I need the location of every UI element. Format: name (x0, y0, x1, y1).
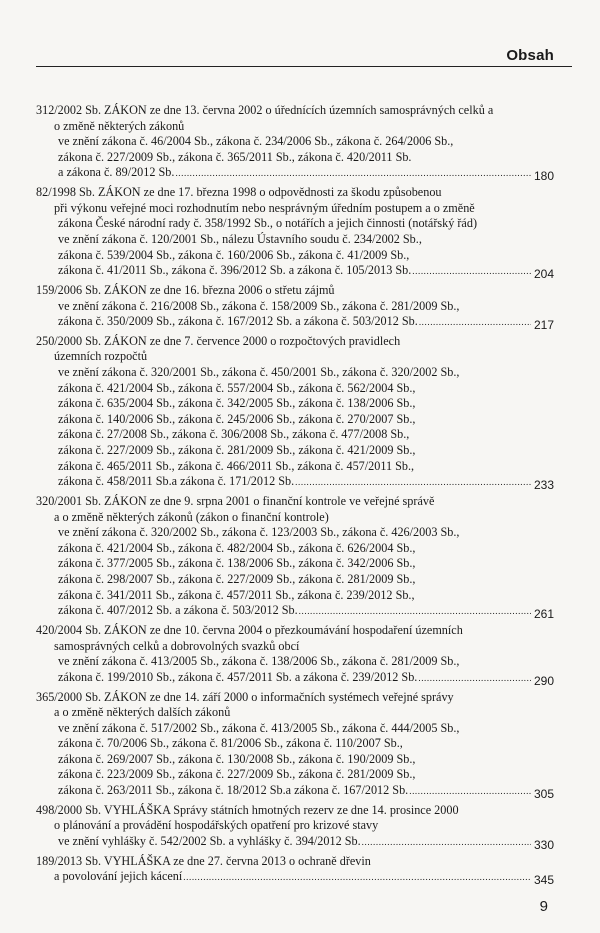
toc-entry-text: zákona č. 298/2007 Sb., zákona č. 227/2009 Sb., zákona č. 281/2009 Sb., (58, 571, 416, 586)
leader-dots (409, 784, 531, 800)
toc-entry-last-line (36, 869, 554, 886)
toc-entry-last-line (36, 670, 554, 687)
leader-dots (412, 264, 531, 280)
toc-page-number: 217 (533, 318, 554, 331)
toc-entry-text: 159/2006 Sb. ZÁKON ze dne 16. března 2006 o střetu zájmů (36, 282, 335, 297)
toc-entry-text: zákona č. 263/2011 Sb., zákona č. 18/2012 Sb.a zákona č. 167/2012 Sb. (58, 783, 409, 798)
toc-entry[interactable] (36, 283, 554, 331)
toc-entry-last-line (36, 474, 554, 491)
toc-entry[interactable] (36, 623, 554, 686)
page-number: 9 (539, 898, 548, 915)
toc-entry-text: zákona č. 227/2009 Sb., zákona č. 281/2009 Sb., zákona č. 421/2009 Sb., (58, 443, 416, 458)
toc-entry-text: 312/2002 Sb. ZÁKON ze dne 13. června 2002 o úřednících územních samosprávných celků a (36, 103, 494, 117)
toc-entry-text: zákona č. 407/2012 Sb. a zákona č. 503/2012 Sb. (58, 603, 298, 618)
leader-dots (183, 870, 531, 886)
toc-page-number: 204 (533, 267, 554, 280)
leader-dots (419, 315, 531, 331)
leader-dots (418, 671, 531, 687)
toc-entry-text: zákona č. 199/2010 Sb., zákona č. 457/2011 Sb. a zákona č. 239/2012 Sb. (58, 669, 418, 684)
toc-entry-text: zákona č. 377/2005 Sb., zákona č. 138/2006 Sb., zákona č. 342/2006 Sb., (58, 556, 416, 571)
toc-entry-text: o plánování a provádění hospodářských opatření pro krizové stavy (54, 818, 379, 833)
toc-entry-text: zákona č. 140/2006 Sb., zákona č. 245/2006 Sb., zákona č. 270/2007 Sb., (58, 411, 416, 426)
toc-entry-text: 189/2013 Sb. VYHLÁŠKA ze dne 27. června 2013 o ochraně dřevin (36, 853, 371, 868)
toc-entry-last-line (36, 165, 554, 182)
toc-entry[interactable] (36, 854, 554, 886)
toc-entry-text: ve znění zákona č. 320/2001 Sb., zákona č. 450/2001 Sb., zákona č. 320/2002 Sb., (58, 365, 460, 380)
toc-entry-text: územních rozpočtů (54, 349, 148, 364)
toc-entry-last-line (36, 834, 554, 851)
toc-entry-text: zákona č. 227/2009 Sb., zákona č. 365/2011 Sb., zákona č. 420/2011 Sb. (58, 149, 412, 164)
toc-entry-text: a o změně některých dalších zákonů (54, 705, 231, 720)
toc-entry-text: 420/2004 Sb. ZÁKON ze dne 10. června 2004 o přezkoumávání hospodaření územních (36, 622, 463, 637)
toc-entry-text: a o změně některých zákonů (zákon o finanční kontrole) (54, 509, 329, 524)
toc-entry[interactable] (36, 690, 554, 800)
toc-entry-text: a povolování jejich kácení (54, 869, 183, 884)
toc-entry-text: ve znění zákona č. 413/2005 Sb., zákona č. 138/2006 Sb., zákona č. 281/2009 Sb., (58, 654, 460, 669)
toc-entry[interactable] (36, 803, 554, 851)
toc-entry-text: zákona č. 458/2011 Sb.a zákona č. 171/2012 Sb. (58, 474, 295, 489)
toc-entry-text: 365/2000 Sb. ZÁKON ze dne 14. září 2000 o informačních systémech veřejné správy (36, 689, 454, 704)
toc-entry-text: ve znění zákona č. 46/2004 Sb., zákona č. 234/2006 Sb., zákona č. 264/2006 Sb., (58, 134, 454, 149)
toc-entry-text: zákona č. 539/2004 Sb., zákona č. 160/2006 Sb., zákona č. 41/2009 Sb., (58, 247, 410, 262)
toc-entry-text: zákona České národní rady č. 358/1992 Sb., o notářích a jejich činnosti (notářský řád) (58, 216, 477, 231)
toc-entry-text: při výkonu veřejné moci rozhodnutím nebo nesprávným úředním postupem a o změně (54, 200, 475, 215)
toc-entry-text: zákona č. 223/2009 Sb., zákona č. 227/2009 Sb., zákona č. 281/2009 Sb., (58, 767, 416, 782)
toc-entry-text: ve znění zákona č. 320/2002 Sb., zákona č. 123/2003 Sb., zákona č. 426/2003 Sb., (58, 525, 460, 540)
toc-entry-last-line (36, 263, 554, 280)
toc-entry-last-line (36, 314, 554, 331)
toc-entry-text: 498/2000 Sb. VYHLÁŠKA Správy státních hmotných rezerv ze dne 14. prosince 2000 (36, 802, 459, 817)
toc-entry-text: zákona č. 421/2004 Sb., zákona č. 557/2004 Sb., zákona č. 562/2004 Sb., (58, 380, 416, 395)
header-rule (36, 66, 572, 67)
leader-dots (362, 835, 531, 851)
toc-entry-text: zákona č. 341/2011 Sb., zákona č. 457/2011 Sb., zákona č. 239/2012 Sb., (58, 587, 415, 602)
toc-entry-text: zákona č. 635/2004 Sb., zákona č. 342/2005 Sb., zákona č. 138/2006 Sb., (58, 396, 416, 411)
toc-entry-text: zákona č. 421/2004 Sb., zákona č. 482/2004 Sb., zákona č. 626/2004 Sb., (58, 540, 416, 555)
toc-entry-text: zákona č. 465/2011 Sb., zákona č. 466/2011 Sb., zákona č. 457/2011 Sb., (58, 458, 415, 473)
toc-entry[interactable] (36, 103, 554, 182)
toc-entry-text: 250/2000 Sb. ZÁKON ze dne 7. července 2000 o rozpočtových pravidlech (36, 333, 401, 348)
toc-entry-text: a zákona č. 89/2012 Sb. (58, 165, 175, 180)
toc-entry-text: ve znění vyhlášky č. 542/2002 Sb. a vyhlášky č. 394/2012 Sb. (58, 834, 361, 849)
leader-dots (295, 475, 531, 491)
toc-entry[interactable] (36, 334, 554, 491)
section-title: Obsah (506, 47, 554, 64)
toc-page-number: 290 (533, 673, 554, 687)
toc-page-number: 305 (533, 787, 554, 800)
toc-entry[interactable] (36, 494, 554, 620)
leader-dots (299, 604, 531, 620)
toc-page-number: 233 (533, 478, 554, 491)
toc-entry-text: 82/1998 Sb. ZÁKON ze dne 17. března 1998 o odpovědnosti za škodu způsobenou (36, 185, 442, 200)
toc-entry-text: ve znění zákona č. 120/2001 Sb., nálezu Ústavního soudu č. 234/2002 Sb., (58, 231, 422, 246)
toc-entry-text: zákona č. 350/2009 Sb., zákona č. 167/2012 Sb. a zákona č. 503/2012 Sb. (58, 314, 418, 329)
toc-page-number: 180 (533, 169, 554, 182)
toc-entry-text: zákona č. 269/2007 Sb., zákona č. 130/2008 Sb., zákona č. 190/2009 Sb., (58, 751, 416, 766)
toc-entry-text: zákona č. 70/2006 Sb., zákona č. 81/2006 Sb., zákona č. 110/2007 Sb., (58, 736, 403, 751)
toc-entry-text: 320/2001 Sb. ZÁKON ze dne 9. srpna 2001 o finanční kontrole ve veřejné správě (36, 494, 435, 508)
toc-entry-text: o změně některých zákonů (54, 118, 185, 133)
leader-dots (175, 166, 531, 182)
toc-page-number: 345 (533, 873, 554, 886)
toc-entry-text: zákona č. 27/2008 Sb., zákona č. 306/2008 Sb., zákona č. 477/2008 Sb., (58, 427, 410, 442)
toc-page-number: 261 (533, 607, 554, 620)
toc-entry-text: zákona č. 41/2011 Sb., zákona č. 396/2012 Sb. a zákona č. 105/2013 Sb. (58, 263, 412, 278)
toc-page-number: 330 (533, 838, 554, 851)
table-of-contents (36, 103, 554, 889)
toc-entry-text: ve znění zákona č. 216/2008 Sb., zákona č. 158/2009 Sb., zákona č. 281/2009 Sb., (58, 298, 460, 313)
toc-entry-last-line (36, 783, 554, 800)
toc-entry[interactable] (36, 185, 554, 280)
toc-entry-text: ve znění zákona č. 517/2002 Sb., zákona č. 413/2005 Sb., zákona č. 444/2005 Sb., (58, 720, 460, 735)
toc-entry-text: samosprávných celků a dobrovolných svazků obcí (54, 638, 300, 653)
toc-entry-last-line (36, 603, 554, 620)
